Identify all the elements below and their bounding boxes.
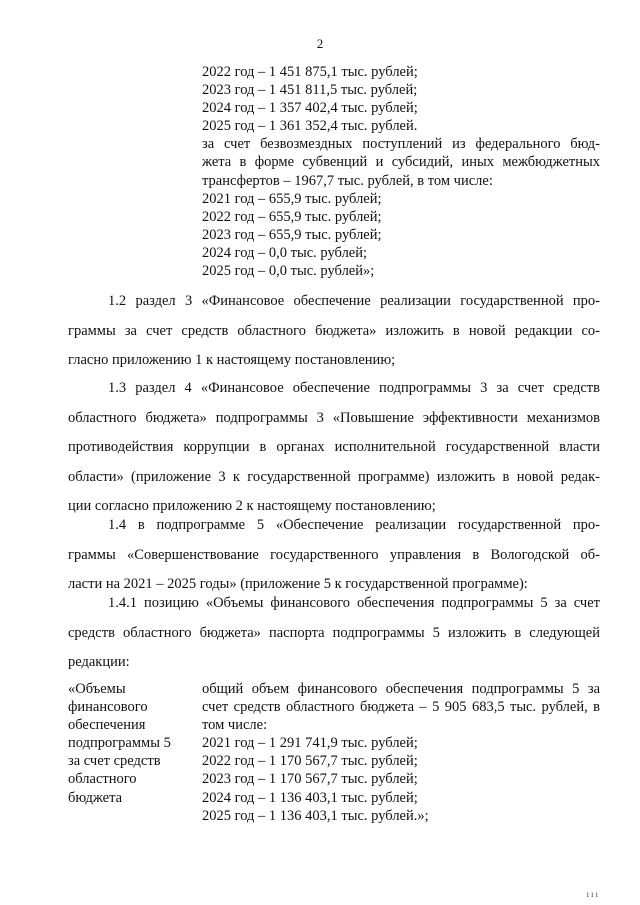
year-line: 2022 год – 1 170 567,7 тыс. рублей; — [202, 753, 418, 770]
year-line: 2021 год – 1 291 741,9 тыс. рублей; — [202, 735, 418, 752]
year-line: 2022 год – 1 451 875,1 тыс. рублей; — [202, 64, 418, 80]
year-line: 2025 год – 1 136 403,1 тыс. рублей.»; — [202, 807, 429, 824]
year-line: 2022 год – 655,9 тыс. рублей; — [202, 208, 382, 225]
paragraph-1-4 — [68, 511, 600, 600]
paragraph-line: 1.4.1 позицию «Объемы финансового обеспечения подпрограммы 5 за счет — [108, 595, 600, 611]
paragraph-line: 1.2 раздел 3 «Финансовое обеспечение реализации государственной про- — [108, 293, 600, 309]
year-line: 2024 год – 1 136 403,1 тыс. рублей; — [202, 789, 418, 806]
federal-text-line: жета в форме субвенций и субсидий, иных межбюджетных — [202, 154, 600, 171]
year-line: 2023 год – 1 451 811,5 тыс. рублей; — [202, 82, 418, 99]
year-line: 2025 год – 0,0 тыс. рублей»; — [202, 263, 375, 280]
paragraph-line: граммы «Совершенствование государственного управления в Вологодской об- — [68, 546, 600, 563]
page-number: 2 — [316, 36, 324, 51]
year-line: 2023 год – 655,9 тыс. рублей; — [202, 226, 382, 243]
label-line: областного — [68, 771, 137, 788]
paragraph-line: гласно приложению 1 к настоящему постановлению; — [68, 352, 396, 368]
paragraph-line: 1.4 в подпрограмме 5 «Обеспечение реализации государственной про- — [108, 517, 600, 533]
value-line: общий объем финансового обеспечения подпрограммы 5 за — [202, 681, 600, 697]
footer-mark: ııı — [586, 889, 600, 899]
paragraph-line: противодействия коррупции в органах исполнительной государственной власти — [68, 439, 600, 455]
paragraph-line: области» (приложение 3 к государственной программе) изложить в новой редак- — [68, 468, 600, 485]
year-line: 2024 год – 1 357 402,4 тыс. рублей; — [202, 100, 418, 117]
paragraph-line: граммы за счет средств областного бюджета» изложить в новой редакции со- — [68, 322, 600, 339]
paragraph-line: ции согласно приложению 2 к настоящему постановлению; — [68, 498, 436, 514]
paragraph-line: редакции: — [68, 654, 130, 670]
label-line: финансового — [68, 699, 148, 716]
paragraph-1-3 — [68, 374, 600, 522]
value-line: том числе: — [202, 717, 268, 734]
year-line: 2023 год – 1 170 567,7 тыс. рублей; — [202, 771, 418, 788]
label-line: подпрограммы 5 — [68, 735, 171, 752]
year-line: 2024 год – 0,0 тыс. рублей; — [202, 244, 368, 261]
federal-text-line: за счет безвозмездных поступлений из федерального бюд- — [202, 136, 600, 153]
label-line: за счет средств — [68, 753, 161, 770]
paragraph-line: ласти на 2021 – 2025 годы» (приложение 5 к государственной программе): — [68, 576, 528, 592]
paragraph-1-4-1 — [68, 589, 600, 678]
paragraph-line: областного бюджета» подпрограммы 3 «Повышение эффективности механизмов — [68, 409, 600, 426]
table-left-label — [68, 680, 193, 807]
year-line: 2025 год – 1 361 352,4 тыс. рублей. — [202, 118, 418, 135]
paragraph-1-2 — [68, 287, 600, 376]
federal-text-line: трансфертов – 1967,7 тыс. рублей, в том числе: — [202, 172, 493, 189]
year-line: 2021 год – 655,9 тыс. рублей; — [202, 190, 382, 207]
label-line: бюджета — [68, 789, 123, 806]
table-right-value — [202, 680, 600, 825]
paragraph-line: средств областного бюджета» паспорта подпрограммы 5 изложить в следующей — [68, 624, 600, 641]
label-line: «Объемы — [68, 681, 126, 697]
funding-continuation — [202, 63, 600, 280]
value-line: счет средств областного бюджета – 5 905 683,5 тыс. рублей, в — [202, 699, 600, 716]
paragraph-line: 1.3 раздел 4 «Финансовое обеспечение подпрограммы 3 за счет средств — [108, 380, 600, 396]
label-line: обеспечения — [68, 717, 146, 734]
